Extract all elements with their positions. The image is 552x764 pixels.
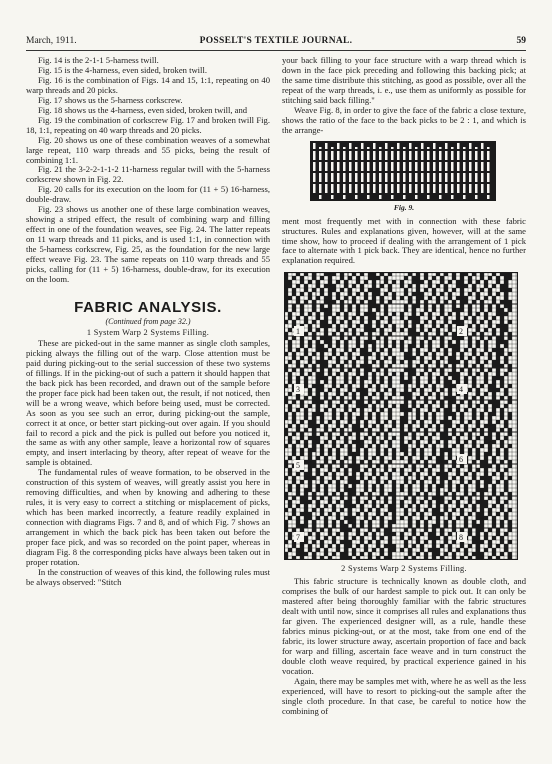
paragraph: Fig. 20 calls for its execution on the loom for (11 + 5) 16-harness, double-draw.	[26, 184, 270, 205]
paragraph: Fig. 20 shows us one of these combination weaves of a somewhat large repeat, 110 warp threads and 55 picks, being the result of combining 1:1.	[26, 134, 270, 165]
page-header	[26, 36, 526, 50]
paragraph: Again, there may be samples met with, where he as well as the less experienced, will have to resort to picking-out the sample after the single cloth procedure. In that case, be careful to notice how the combining of	[282, 675, 526, 716]
paragraph: Fig. 15 is the 4-harness, even sided, broken twill.	[38, 64, 207, 75]
diagram-number-label: 3	[296, 385, 300, 395]
diagram-number-label: 1	[296, 327, 300, 337]
section-title: FABRIC ANALYSIS.	[74, 298, 222, 316]
double-cloth-diagrams	[284, 272, 518, 560]
figure-9	[282, 141, 526, 201]
paragraph: Fig. 23 shows us another one of these large combination weaves, showing a striped effect, the result of combining warp and filling effect in one of the foundation weaves, see Fig. 24. The latter repeats on 11 warp threads and 11 picks, and is used 1:1, in connection with the 5-harness corkscrew, Fig. 25, as the foundation for the new large effect weave Fig. 23. The same repeats on 110 warp threads and 55 picks, calling for (11 + 5) 16-harness, double-draw, for its execution on the loom.	[26, 204, 270, 284]
diagram-number-label: 2	[459, 327, 463, 337]
paragraph: ment most frequently met with in connection with these fabric structures. Rules and explanations given, however, will at the same time show, how to proceed if dealing with the arrangement of 1 pick face to alternate with 1 pick back. They are identical, hence no further explanation required.	[282, 215, 526, 266]
header-rule	[26, 50, 526, 51]
figure-9-label: Fig. 9.	[393, 202, 415, 212]
issue-date: March, 1911.	[26, 36, 77, 46]
diagram-number-label: 4	[459, 385, 463, 395]
paragraph: your back filling to your face structure with a warp thread which is down in the face pick preceding and following this backing pick; at the same time distribute this stitching, as good as possible, over all the repeat of the warp threads, i. e., use them as uniformly as possible for stitching said back filling."	[282, 55, 526, 105]
paragraph: This fabric structure is technically known as double cloth, and comprises the bulk of our hardest sample to pick out. It can only be mastered after being thoroughly familiar with the fabric structures dealt with until now, since it comprises all rules and explanations thus far given. The experienced designer will, as a rule, handle these fabrics minus picking-out, or at the most, take from one end of the fabric, its lower structure away, ascertain proportion of face and back for warp and filling, ascertain face weave and in turn construct the double cloth weave required, by practical experience gained in his vocation.	[282, 576, 526, 676]
diagram-number-label: 5	[296, 461, 300, 471]
left-column	[26, 56, 270, 588]
paragraph: Fig. 17 shows us the 5-harness corkscrew.	[38, 94, 183, 105]
diagram-caption: 2 Systems Warp 2 Systems Filling.	[341, 564, 467, 574]
paragraph: Fig. 14 is the 2-1-1 5-harness twill.	[38, 55, 159, 65]
paragraph: Weave Fig. 8, in order to give the face of the fabric a close texture, shows the ratio of the face to the back picks to be 2 : 1, and which is the arrange-	[282, 104, 526, 135]
paragraph: The fundamental rules of weave formation, to be observed in the construction of this system of weaves, will greatly assist you here in removing difficulties, and when by knowing and adhering to these rules, it is very easy to correct a stitching or misplacement of picks, which has been marked incorrectly, a feature readily explained in connection with diagrams Figs. 7 and 8, and of which Fig. 7 shows an arrangement in which the back pick has been taken out before the proper face pick, and was so recorded on the point paper, whereas in diagram Fig. 8 the corresponding picks have always been taken out in proper rotation.	[26, 467, 270, 567]
journal-title: POSSELT'S TEXTILE JOURNAL.	[199, 36, 353, 46]
paragraph: These are picked-out in the same manner as single cloth samples, picking always the filling out of the warp. Close attention must be paid during picking-out to the serial succession of these two systems of fillings. If in the picking-out of such a pattern it should happen that the back pick has been recorded, and drawn out of the sample before the proper face pick had been taken out, the result, if not noticed, then will be a wrong weave, which before being used, must be corrected. As soon as you see such an error, during picking-out the sample, correct it at once, or better start picking-out over again. If you should fail to record a pick and the pick is pulled out before you noticed it, the same as with any other sample, leave a horizontal row of squares empty, and insert interlacing by theory, after repeat of weave for the sample is obtained.	[26, 337, 270, 468]
section-heading: 1 System Warp 2 Systems Filling.	[86, 327, 210, 337]
diagram-number-label: 7	[296, 533, 300, 543]
diagram-number-label: 6	[459, 455, 463, 465]
paragraph: Fig. 21 the 3-2-2-1-1-2 11-harness regular twill with the 5-harness corkscrew shown in Fig. 22.	[26, 164, 270, 185]
section-continued-note: (Continued from page 32.)	[105, 316, 191, 326]
paragraph: In the construction of weaves of this kind, the following rules must be always observed: "Stitch	[26, 566, 270, 587]
point-paper-grid	[284, 272, 518, 560]
weave-diagram-fig9	[310, 141, 496, 201]
page-number: 59	[516, 36, 526, 46]
paragraph: Fig. 18 shows us the 4-harness, even sided, broken twill, and	[38, 104, 248, 115]
diagram-number-label: 8	[459, 533, 463, 543]
paragraph: Fig. 19 the combination of corkscrew Fig. 17 and broken twill Fig. 18, 1:1, repeating on 40 warp threads and 20 picks.	[26, 114, 270, 135]
right-column	[282, 56, 526, 717]
paragraph: Fig. 16 is the combination of Figs. 14 and 15, 1:1, repeating on 40 warp threads and 20 picks.	[26, 74, 270, 95]
